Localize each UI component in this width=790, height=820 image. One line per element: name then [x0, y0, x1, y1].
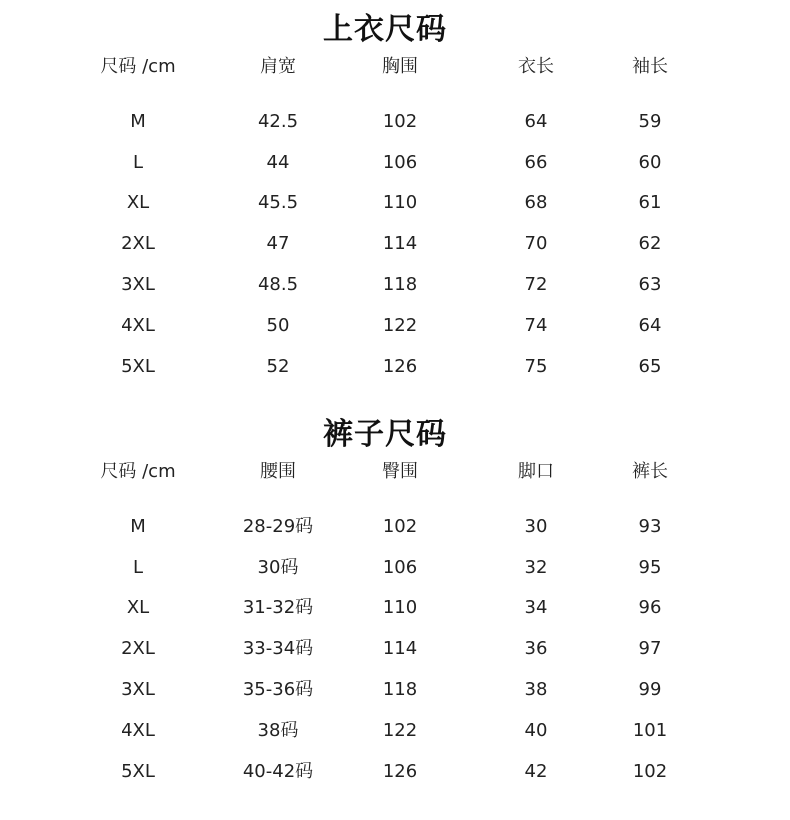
tops-header-sleeve: 袖长	[632, 56, 668, 77]
table-row	[0, 270, 790, 300]
table-row	[0, 553, 790, 583]
sleeve-cell: 62	[638, 233, 662, 254]
sleeve-cell: 60	[638, 152, 662, 173]
chest-cell: 102	[382, 111, 418, 132]
hem-cell: 36	[524, 638, 548, 659]
waist-cell: 35-36码	[242, 679, 314, 700]
table-row	[0, 757, 790, 787]
table-row	[0, 311, 790, 341]
tops-header-size: 尺码 /cm	[100, 56, 176, 77]
table-row	[0, 229, 790, 259]
hip-cell: 114	[382, 638, 418, 659]
pants-length-cell: 96	[638, 597, 662, 618]
size-cell: L	[132, 557, 144, 578]
table-row	[0, 352, 790, 382]
hem-cell: 40	[524, 720, 548, 741]
shoulder-cell: 45.5	[257, 192, 299, 213]
chest-cell: 118	[382, 274, 418, 295]
length-cell: 70	[524, 233, 548, 254]
table-row	[0, 188, 790, 218]
hem-cell: 42	[524, 761, 548, 782]
length-cell: 68	[524, 192, 548, 213]
pants-length-cell: 99	[638, 679, 662, 700]
shoulder-cell: 52	[266, 356, 290, 377]
tops-header-chest: 胸围	[382, 56, 418, 77]
length-cell: 72	[524, 274, 548, 295]
sleeve-cell: 61	[638, 192, 662, 213]
table-row	[0, 716, 790, 746]
chest-cell: 106	[382, 152, 418, 173]
pants-length-cell: 95	[638, 557, 662, 578]
pants-header-hip: 臀围	[382, 461, 418, 482]
size-cell: L	[132, 152, 144, 173]
length-cell: 74	[524, 315, 548, 336]
pants-header-waist: 腰围	[260, 461, 296, 482]
tops-header-row	[0, 52, 790, 82]
size-cell: 4XL	[121, 720, 155, 741]
pants-length-cell: 93	[638, 516, 662, 537]
length-cell: 64	[524, 111, 548, 132]
tops-header-shoulder: 肩宽	[260, 56, 296, 77]
shoulder-cell: 44	[266, 152, 290, 173]
size-cell: 3XL	[121, 679, 155, 700]
size-cell: 2XL	[121, 233, 155, 254]
hem-cell: 38	[524, 679, 548, 700]
hip-cell: 122	[382, 720, 418, 741]
waist-cell: 28-29码	[242, 516, 314, 537]
sleeve-cell: 63	[638, 274, 662, 295]
pants-length-cell: 97	[638, 638, 662, 659]
tops-size-title: 上衣尺码	[323, 12, 447, 47]
pants-length-cell: 101	[632, 720, 668, 741]
size-cell: 5XL	[121, 761, 155, 782]
chest-cell: 114	[382, 233, 418, 254]
hip-cell: 102	[382, 516, 418, 537]
shoulder-cell: 50	[266, 315, 290, 336]
waist-cell: 31-32码	[242, 597, 314, 618]
hip-cell: 110	[382, 597, 418, 618]
length-cell: 66	[524, 152, 548, 173]
hip-cell: 106	[382, 557, 418, 578]
pants-header-row	[0, 457, 790, 487]
hip-cell: 118	[382, 679, 418, 700]
waist-cell: 33-34码	[242, 638, 314, 659]
pants-header-hem: 脚口	[518, 461, 554, 482]
hem-cell: 30	[524, 516, 548, 537]
pants-size-title: 裤子尺码	[323, 417, 447, 452]
pants-length-cell: 102	[632, 761, 668, 782]
size-cell: M	[130, 516, 146, 537]
table-row	[0, 512, 790, 542]
sleeve-cell: 59	[638, 111, 662, 132]
size-cell: 2XL	[121, 638, 155, 659]
size-cell: XL	[126, 597, 150, 618]
size-cell: XL	[126, 192, 150, 213]
waist-cell: 30码	[257, 557, 299, 578]
waist-cell: 38码	[257, 720, 299, 741]
waist-cell: 40-42码	[242, 761, 314, 782]
hem-cell: 32	[524, 557, 548, 578]
table-row	[0, 148, 790, 178]
table-row	[0, 593, 790, 623]
length-cell: 75	[524, 356, 548, 377]
chest-cell: 126	[382, 356, 418, 377]
pants-header-length: 裤长	[632, 461, 668, 482]
hem-cell: 34	[524, 597, 548, 618]
pants-header-size: 尺码 /cm	[100, 461, 176, 482]
size-cell: 4XL	[121, 315, 155, 336]
tops-header-length: 衣长	[518, 56, 554, 77]
chest-cell: 110	[382, 192, 418, 213]
size-cell: 3XL	[121, 274, 155, 295]
table-row	[0, 634, 790, 664]
size-cell: M	[130, 111, 146, 132]
table-row	[0, 107, 790, 137]
shoulder-cell: 48.5	[257, 274, 299, 295]
shoulder-cell: 47	[266, 233, 290, 254]
sleeve-cell: 65	[638, 356, 662, 377]
chest-cell: 122	[382, 315, 418, 336]
sleeve-cell: 64	[638, 315, 662, 336]
table-row	[0, 675, 790, 705]
shoulder-cell: 42.5	[257, 111, 299, 132]
hip-cell: 126	[382, 761, 418, 782]
size-cell: 5XL	[121, 356, 155, 377]
